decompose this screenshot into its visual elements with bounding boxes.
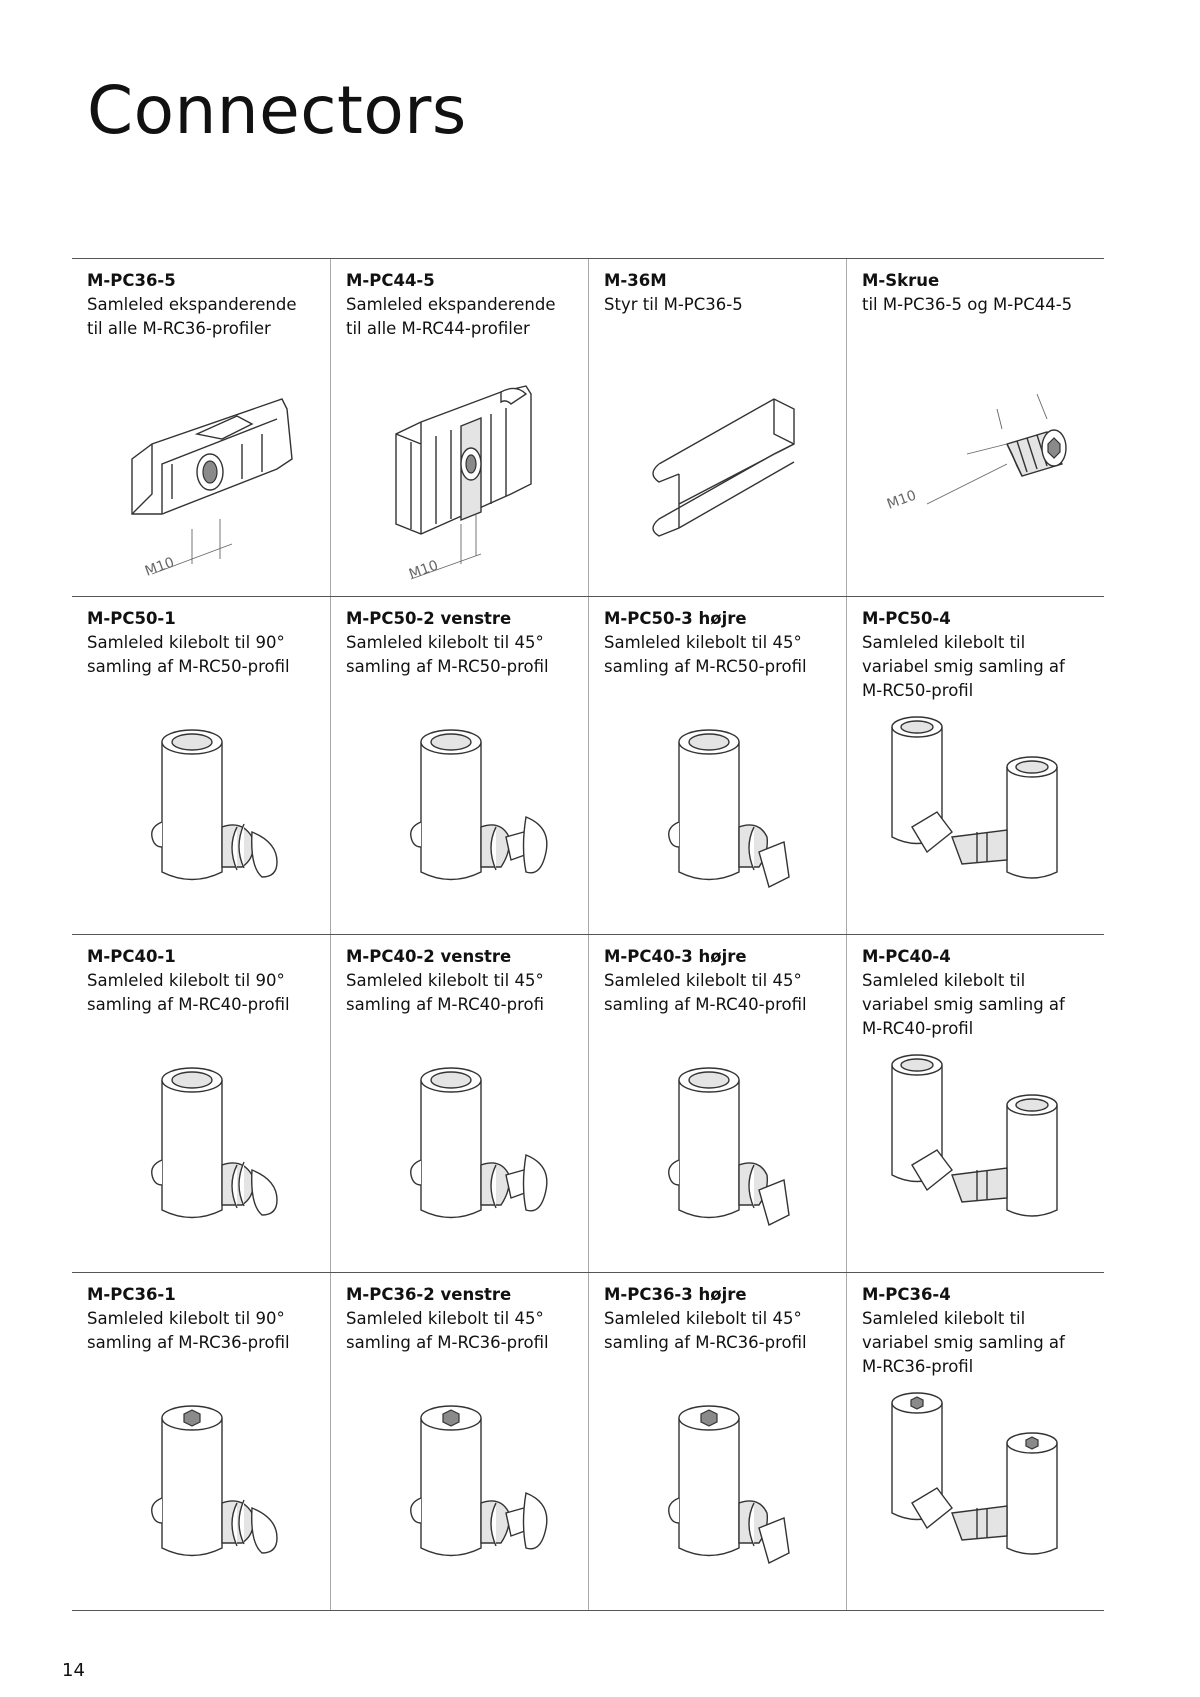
product-cell-m-pc50-1: [72, 597, 330, 934]
product-cell-m-pc50-3: [588, 597, 846, 934]
expander-wide-icon: [351, 364, 571, 584]
product-code: M-36M: [604, 271, 667, 290]
product-desc: samling af M-RC40-profil: [604, 995, 807, 1014]
wedge-variable-icon: [867, 1040, 1087, 1260]
product-desc: Samleled kilebolt til 90°: [87, 971, 285, 990]
screw-icon: [867, 364, 1087, 584]
product-desc: samling af M-RC40-profil: [87, 995, 290, 1014]
expander-icon: [92, 364, 312, 584]
product-desc: Samleled kilebolt til 45°: [604, 633, 802, 652]
product-code: M-Skrue: [862, 271, 940, 290]
product-cell-m-36m: [588, 259, 846, 596]
product-desc: Samleled ekspanderende: [87, 295, 297, 314]
product-code: M-PC50-3 højre: [604, 609, 747, 628]
product-code: M-PC36-3 højre: [604, 1285, 747, 1304]
product-desc: Samleled kilebolt til 45°: [346, 633, 544, 652]
product-desc: variabel smig samling af: [862, 995, 1065, 1014]
guide-icon: [609, 364, 829, 584]
product-desc: variabel smig samling af: [862, 1333, 1065, 1352]
product-code: M-PC40-1: [87, 947, 176, 966]
product-desc: samling af M-RC40-profi: [346, 995, 544, 1014]
product-desc: samling af M-RC36-profil: [87, 1333, 290, 1352]
product-cell-m-pc36-4: [846, 1273, 1104, 1610]
product-code: M-PC40-4: [862, 947, 951, 966]
dimension-label: M10: [884, 487, 919, 513]
product-desc: variabel smig samling af: [862, 657, 1065, 676]
product-desc: Samleled kilebolt til: [862, 633, 1026, 652]
product-row-3: [72, 934, 1104, 1272]
page-number: 14: [62, 1660, 85, 1681]
product-code: M-PC40-3 højre: [604, 947, 747, 966]
wedge-45-left-icon: [351, 1040, 571, 1260]
product-desc: Samleled kilebolt til 45°: [346, 971, 544, 990]
product-desc: M-RC36-profil: [862, 1357, 974, 1376]
product-desc: M-RC40-profil: [862, 1019, 974, 1038]
product-cell-m-pc40-4: [846, 935, 1104, 1272]
product-desc: til alle M-RC44-profiler: [346, 319, 530, 338]
product-desc: Samleled kilebolt til 90°: [87, 1309, 285, 1328]
product-cell-m-pc50-4: [846, 597, 1104, 934]
product-row-1: [72, 258, 1104, 596]
product-cell-m-pc36-3: [588, 1273, 846, 1610]
product-cell-m-pc36-2: [330, 1273, 588, 1610]
product-code: M-PC50-4: [862, 609, 951, 628]
product-desc: samling af M-RC50-profil: [346, 657, 549, 676]
product-cell-m-pc40-2: [330, 935, 588, 1272]
product-desc: Samleled kilebolt til: [862, 1309, 1026, 1328]
product-row-2: [72, 596, 1104, 934]
product-desc: Samleled kilebolt til 45°: [604, 971, 802, 990]
product-desc: Samleled kilebolt til: [862, 971, 1026, 990]
wedge-45-right-icon: [609, 1040, 829, 1260]
product-cell-m-pc40-3: [588, 935, 846, 1272]
product-code: M-PC36-2 venstre: [346, 1285, 512, 1304]
dimension-label: M10: [142, 554, 177, 580]
product-cell-m-pc36-5: [72, 259, 330, 596]
wedge-90-icon: [92, 1040, 312, 1260]
wedge-45-left-icon: [351, 1378, 571, 1598]
product-cell-m-pc50-2: [330, 597, 588, 934]
product-cell-m-pc36-1: [72, 1273, 330, 1610]
product-desc: Samleled kilebolt til 45°: [346, 1309, 544, 1328]
product-desc: til alle M-RC36-profiler: [87, 319, 271, 338]
product-code: M-PC40-2 venstre: [346, 947, 512, 966]
wedge-45-right-icon: [609, 702, 829, 922]
product-desc: til M-PC36-5 og M-PC44-5: [862, 295, 1073, 314]
page-title: Connectors: [87, 72, 467, 149]
product-desc: Samleled kilebolt til 45°: [604, 1309, 802, 1328]
product-desc: samling af M-RC36-profil: [346, 1333, 549, 1352]
product-code: M-PC36-4: [862, 1285, 951, 1304]
product-code: M-PC50-1: [87, 609, 176, 628]
wedge-45-right-icon: [609, 1378, 829, 1598]
product-code: M-PC50-2 venstre: [346, 609, 512, 628]
dimension-label: M10: [406, 557, 441, 583]
product-cell-m-pc40-1: [72, 935, 330, 1272]
product-desc: Samleled ekspanderende: [346, 295, 556, 314]
product-desc: Samleled kilebolt til 90°: [87, 633, 285, 652]
wedge-45-left-icon: [351, 702, 571, 922]
product-desc: samling af M-RC50-profil: [604, 657, 807, 676]
product-row-4: [72, 1272, 1104, 1611]
product-desc: samling af M-RC50-profil: [87, 657, 290, 676]
wedge-variable-icon: [867, 1378, 1087, 1598]
wedge-variable-icon: [867, 702, 1087, 922]
connector-grid: [72, 258, 1104, 1611]
wedge-90-icon: [92, 1378, 312, 1598]
product-cell-m-pc44-5: [330, 259, 588, 596]
product-desc: M-RC50-profil: [862, 681, 974, 700]
product-code: M-PC44-5: [346, 271, 435, 290]
product-code: M-PC36-5: [87, 271, 176, 290]
product-desc: samling af M-RC36-profil: [604, 1333, 807, 1352]
product-desc: Styr til M-PC36-5: [604, 295, 743, 314]
wedge-90-icon: [92, 702, 312, 922]
product-cell-m-skrue: [846, 259, 1104, 596]
product-code: M-PC36-1: [87, 1285, 176, 1304]
